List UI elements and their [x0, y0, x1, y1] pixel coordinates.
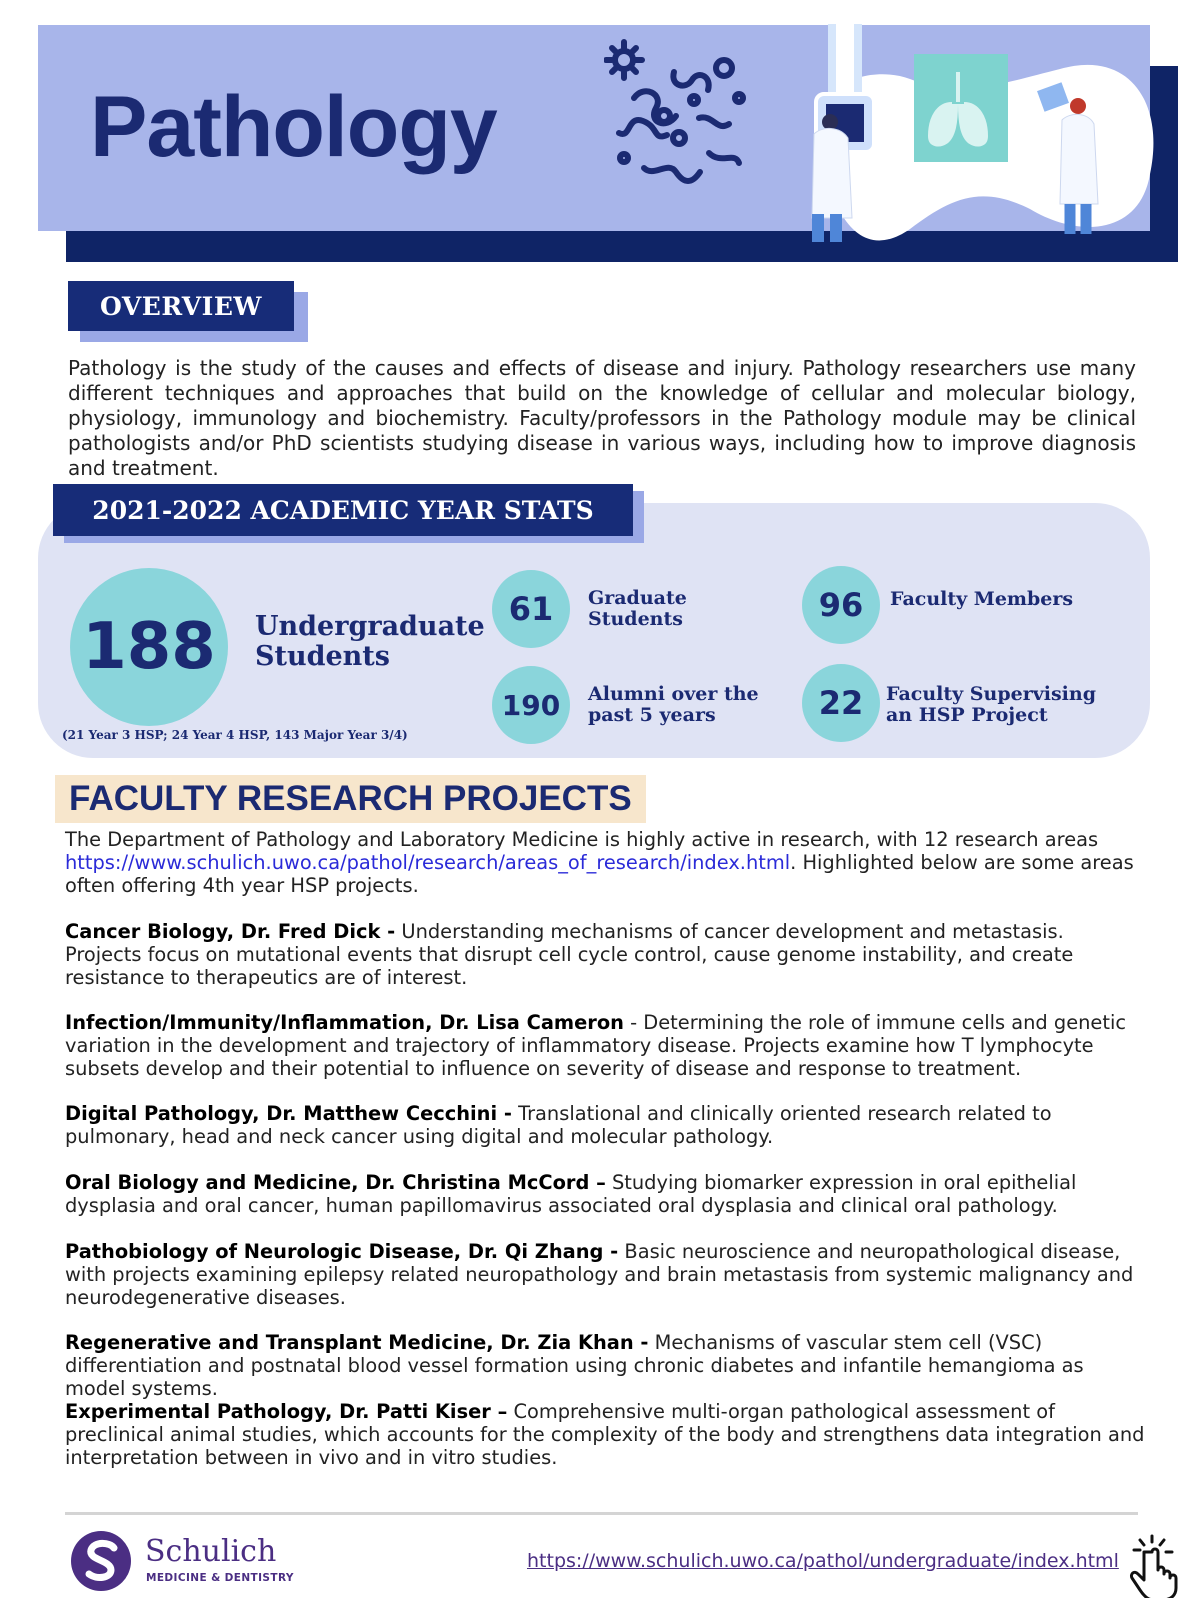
research-intro — [65, 828, 1145, 897]
faculty-label: Faculty Members — [890, 588, 1074, 610]
project-item-experimental-pathology — [65, 1400, 1145, 1469]
project-item-regenerative-medicine — [65, 1331, 1145, 1400]
project-title: Cancer Biology, Dr. Fred Dick - — [65, 920, 396, 943]
project-title: Oral Biology and Medicine, Dr. Christina McCord – — [65, 1171, 606, 1194]
project-title: Digital Pathology, Dr. Matthew Cecchini - — [65, 1102, 512, 1125]
logo-subtitle: MEDICINE & DENTISTRY — [146, 1572, 294, 1584]
lab-xray-illustration — [800, 24, 1160, 254]
overview-text: Pathology is the study of the causes and effects of disease and injury. Pathology researchers use many different techniques and approaches that build on the knowledge of cellular and molecular biology, physiology, immunology and biochemistry. Faculty/professors in the Pathology module may be clinical pathologists and/or PhD scientists studying disease in various ways, including how to improve diagnosis and treatment. — [68, 356, 1136, 480]
project-title: Infection/Immunity/Inflammation, Dr. Lisa Cameron — [65, 1011, 624, 1034]
graduate-count: 61 — [492, 570, 570, 648]
research-intro-after: . Highlighted below are some areas often offering 4th year HSP projects. — [65, 851, 1134, 897]
undergrad-count: 188 — [70, 568, 228, 726]
project-description: - Determining the role of immune cells and genetic variation in the development and trajectory of inflammatory disease. Projects examine how T lymphocyte subsets develop and their potential to influence on severity of disease and response to treatment. — [65, 1011, 1127, 1080]
logo-name: Schulich — [145, 1534, 277, 1569]
project-item-oral-biology — [65, 1171, 1145, 1217]
faculty-count: 96 — [802, 566, 880, 644]
alumni-count: 190 — [492, 666, 570, 744]
research-intro-text: The Department of Pathology and Laboratory Medicine is highly active in research, with 12 research areas — [65, 828, 1099, 851]
undergrad-note: (21 Year 3 HSP; 24 Year 4 HSP, 143 Major Year 3/4) — [62, 728, 408, 742]
overview-heading: OVERVIEW — [68, 281, 294, 331]
undergrad-label: Undergraduate Students — [255, 611, 485, 672]
stats-heading: 2021-2022 ACADEMIC YEAR STATS — [53, 484, 633, 536]
project-item-digital-pathology — [65, 1102, 1145, 1148]
page-title: Pathology — [90, 79, 497, 175]
project-description: Mechanisms of vascular stem cell (VSC) differentiation and postnatal blood vessel formation using chronic diabetes and infantile hemangioma as model systems. — [65, 1331, 1084, 1400]
project-description: Comprehensive multi-organ pathological assessment of preclinical animal studies, which accounts for the complexity of the body and strengthens data integration and interpretation between in vivo and in vitro studies. — [65, 1400, 1145, 1469]
graduate-label: Graduate Students — [588, 587, 687, 630]
alumni-label: Alumni over the past 5 years — [588, 683, 759, 726]
schulich-logo-icon — [70, 1530, 132, 1592]
undergraduate-page-link[interactable]: https://www.schulich.uwo.ca/pathol/undergraduate/index.html — [527, 1550, 1119, 1572]
project-item-cancer-biology — [65, 920, 1145, 989]
hsp-faculty-count: 22 — [802, 664, 880, 742]
hsp-faculty-label: Faculty Supervising an HSP Project — [886, 683, 1096, 726]
project-title: Experimental Pathology, Dr. Patti Kiser – — [65, 1400, 508, 1423]
footer-divider — [65, 1512, 1138, 1515]
project-title: Regenerative and Transplant Medicine, Dr. Zia Khan - — [65, 1331, 649, 1354]
research-heading: FACULTY RESEARCH PROJECTS — [55, 775, 646, 823]
project-description: Translational and clinically oriented research related to pulmonary, head and neck cancer using digital and molecular pathology. — [65, 1102, 1052, 1148]
project-description: Studying biomarker expression in oral epithelial dysplasia and oral cancer, human papillomavirus associated oral dysplasia and clinical oral pathology. — [65, 1171, 1077, 1217]
project-item-neurologic-disease — [65, 1240, 1145, 1309]
virus-icon — [604, 38, 754, 198]
research-areas-link[interactable]: https://www.schulich.uwo.ca/pathol/research/areas_of_research/index.html — [65, 851, 791, 874]
project-description: Understanding mechanisms of cancer development and metastasis. Projects focus on mutational events that disrupt cell cycle control, cause genome instability, and create resistance to therapeutics are of interest. — [65, 920, 1074, 989]
project-title: Pathobiology of Neurologic Disease, Dr. Qi Zhang - — [65, 1240, 619, 1263]
project-description: Basic neuroscience and neuropathological disease, with projects examining epilepsy related neuropathology and brain metastasis from systemic malignancy and neurodegenerative diseases. — [65, 1240, 1134, 1309]
project-item-infection-immunity — [65, 1011, 1145, 1080]
pointing-hand-icon — [1122, 1530, 1190, 1598]
